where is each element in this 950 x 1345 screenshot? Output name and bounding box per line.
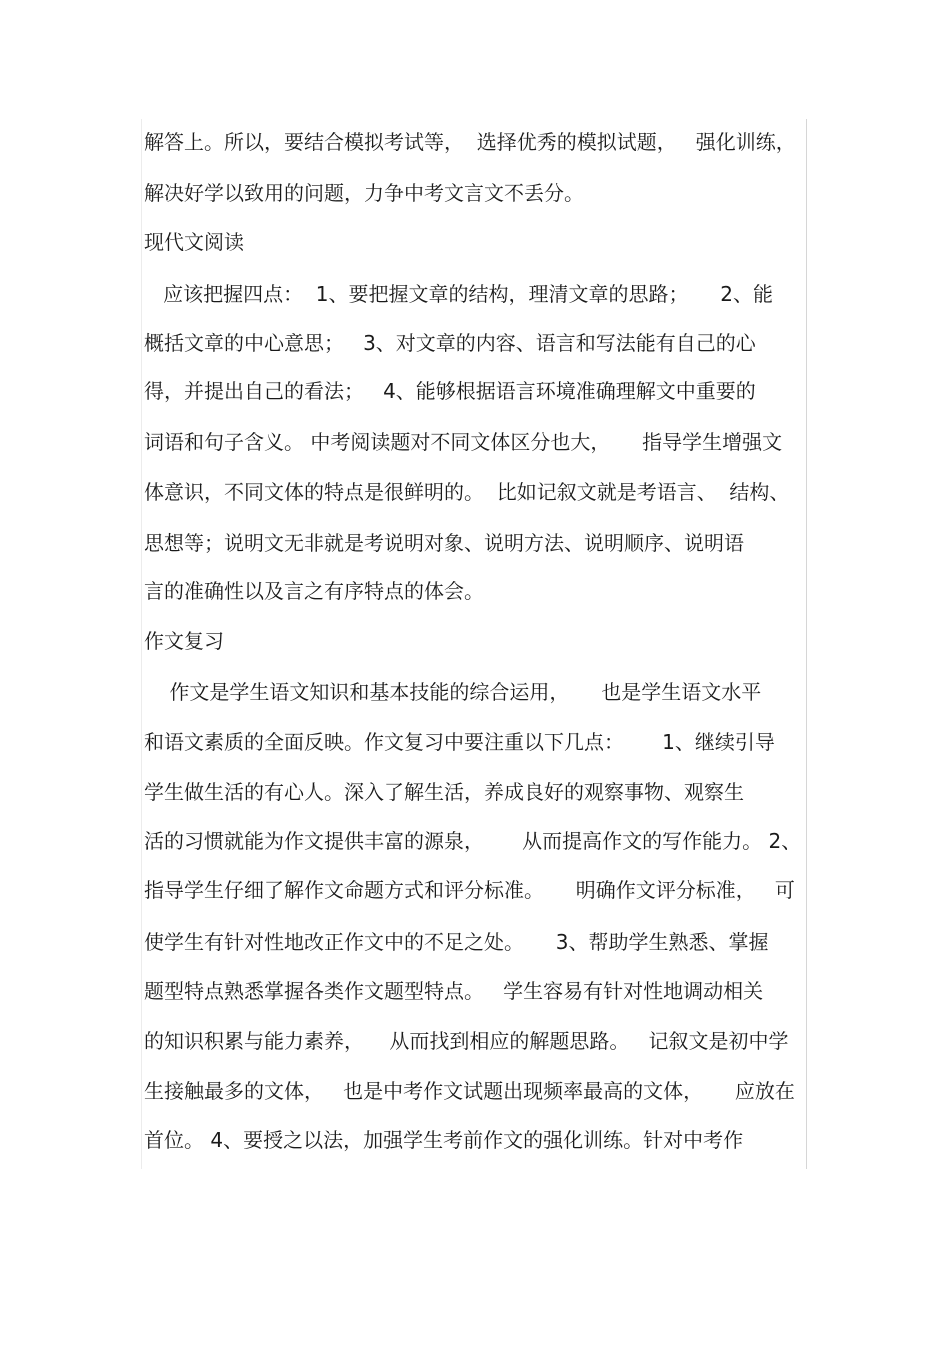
text-line: 使学生有针对性地改正作文中的不足之处。 3、帮助学生熟悉、掌握 [144,930,769,954]
text-line: 作文是学生语文知识和基本技能的综合运用， 也是学生语文水平 [144,680,762,704]
text-line: 首位。 4、要授之以法，加强学生考前作文的强化训练。针对中考作 [144,1128,744,1152]
text-line: 题型特点熟悉掌握各类作文题型特点。 学生容易有针对性地调动相关 [144,979,764,1003]
text-line: 和语文素质的全面反映。作文复习中要注重以下几点： 1、继续引导 [144,730,775,754]
text-line: 指导学生仔细了解作文命题方式和评分标准。 明确作文评分标准， 可 [144,878,795,902]
text-line: 应该把握四点： 1、要把握文章的结构，理清文章的思路； 2、能 [144,282,774,306]
text-line: 词语和句子含义。 中考阅读题对不同文体区分也大， 指导学生增强文 [144,430,783,454]
section-heading-modern-reading: 现代文阅读 [144,230,244,254]
text-line: 生接触最多的文体， 也是中考作文试题出现频率最高的文体， 应放在 [144,1079,795,1103]
text-line: 学生做生活的有心人。深入了解生活，养成良好的观察事物、观察生 [144,780,744,804]
page-frame [141,119,807,1169]
text-line: 解答上。所以，要结合模拟考试等， 选择优秀的模拟试题， 强化训练， [144,130,796,154]
text-line: 概括文章的中心意思； 3、对文章的内容、语言和写法能有自己的心 [144,331,756,355]
text-line: 体意识，不同文体的特点是很鲜明的。 比如记叙文就是考语言、 结构、 [144,480,790,504]
text-line: 思想等；说明文无非就是考说明对象、说明方法、说明顺序、说明语 [144,531,744,555]
text-line: 得，并提出自己的看法； 4、能够根据语言环境准确理解文中重要的 [144,379,756,403]
text-line: 言的准确性以及言之有序特点的体会。 [144,579,484,603]
section-heading-composition: 作文复习 [144,629,224,653]
text-line: 活的习惯就能为作文提供丰富的源泉， 从而提高作文的写作能力。 2、 [144,829,802,853]
text-line: 解决好学以致用的问题，力争中考文言文不丢分。 [144,181,584,205]
text-line: 的知识积累与能力素养， 从而找到相应的解题思路。 记叙文是初中学 [144,1029,789,1053]
